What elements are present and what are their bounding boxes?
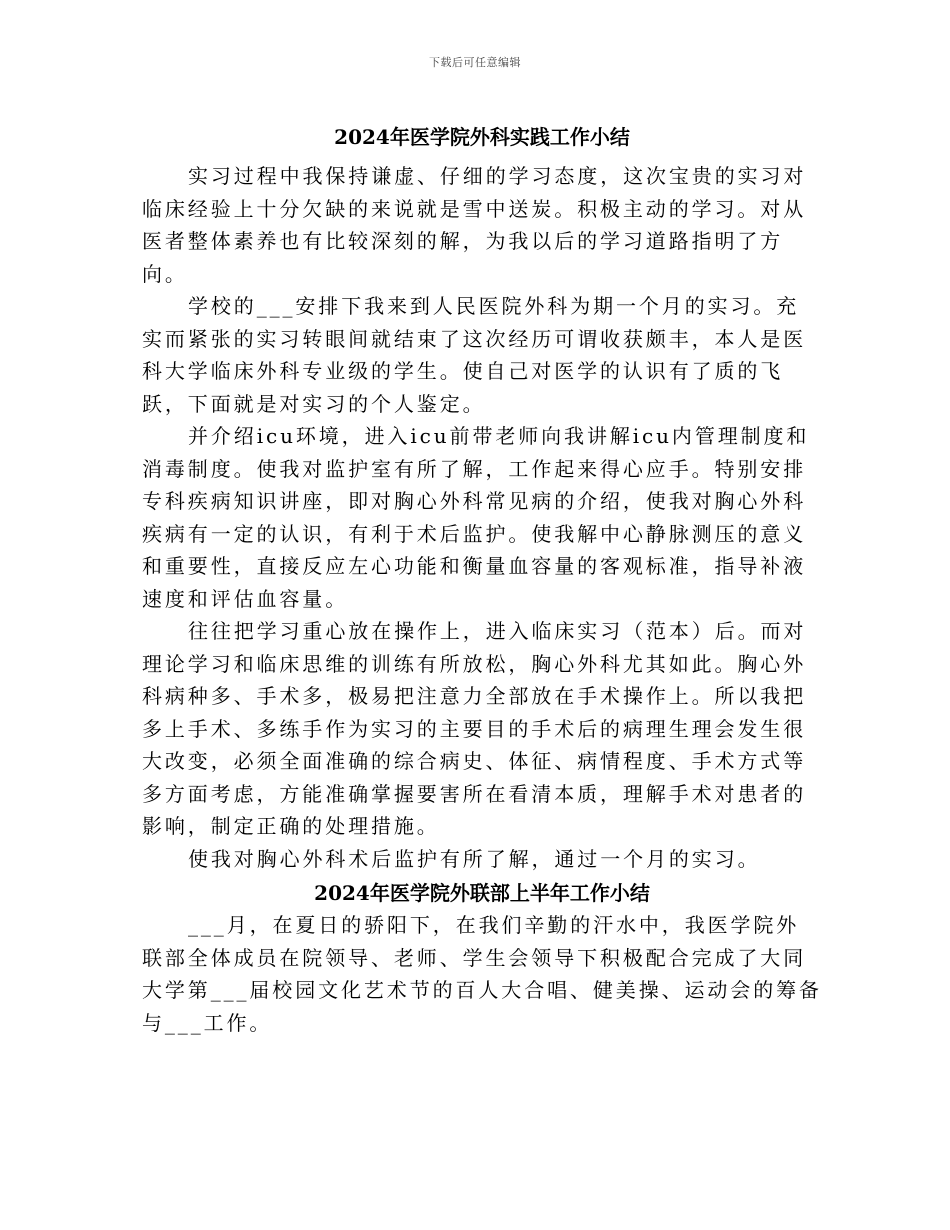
section-1-paragraph-2: 学校的___安排下我来到人民医院外科为期一个月的实习。充实而紧张的实习转眼间就结束了这次经历可谓收获颇丰，本人是医科大学临床外科专业级的学生。使自己对医学的认识有了质的飞跃，下面就是对实习的个人鉴定。 [142,294,807,416]
section-1-paragraph-5: 使我对胸心外科术后监护有所了解，通过一个月的实习。 [188,846,761,871]
section-1-paragraph-1: 实习过程中我保持谦虚、仔细的学习态度，这次宝贵的实习对临床经验上十分欠缺的来说就是雪中送炭。积极主动的学习。对从医者整体素养也有比较深刻的解，为我以后的学习道路指明了方向。 [142,164,807,286]
section-1-paragraph-4: 往往把学习重心放在操作上，进入临床实习（范本）后。而对理论学习和临床思维的训练有所放松，胸心外科尤其如此。胸心外科病种多、手术多，极易把注意力全部放在手术操作上。所以我把多上手术、多练手作为实习的主要目的手术后的病理生理会发生很大改变，必须全面准确的综合病史、体征、病情程度、手术方式等多方面考虑，方能准确掌握要害所在看清本质，理解手术对患者的影响，制定正确的处理措施。 [142,619,807,838]
document-body [142,124,822,1039]
section-1-paragraph-3: 并介绍icu环境，进入icu前带老师向我讲解icu内管理制度和消毒制度。使我对监护室有所了解，工作起来得心应手。特别安排专科疾病知识讲座，即对胸心外科常见病的介绍，使我对胸心外科疾病有一定的认识，有利于术后监护。使我解中心静脉测压的意义和重要性，直接反应左心功能和衡量血容量的客观标准，指导补液速度和评估血容量。 [142,424,810,611]
section-2-paragraph-1: ___月，在夏日的骄阳下，在我们辛勤的汗水中，我医学院外联部全体成员在院领导、老师、学生会领导下积极配合完成了大同大学第___届校园文化艺术节的百人大合唱、健美操、运动会的筹备与___工作。 [142,913,822,1035]
section-2-title: 2024年医学院外联部上半年工作小结 [314,881,650,905]
header-note: 下载后可任意编辑 [429,56,521,69]
section-1-title: 2024年医学院外科实践工作小结 [334,125,630,149]
